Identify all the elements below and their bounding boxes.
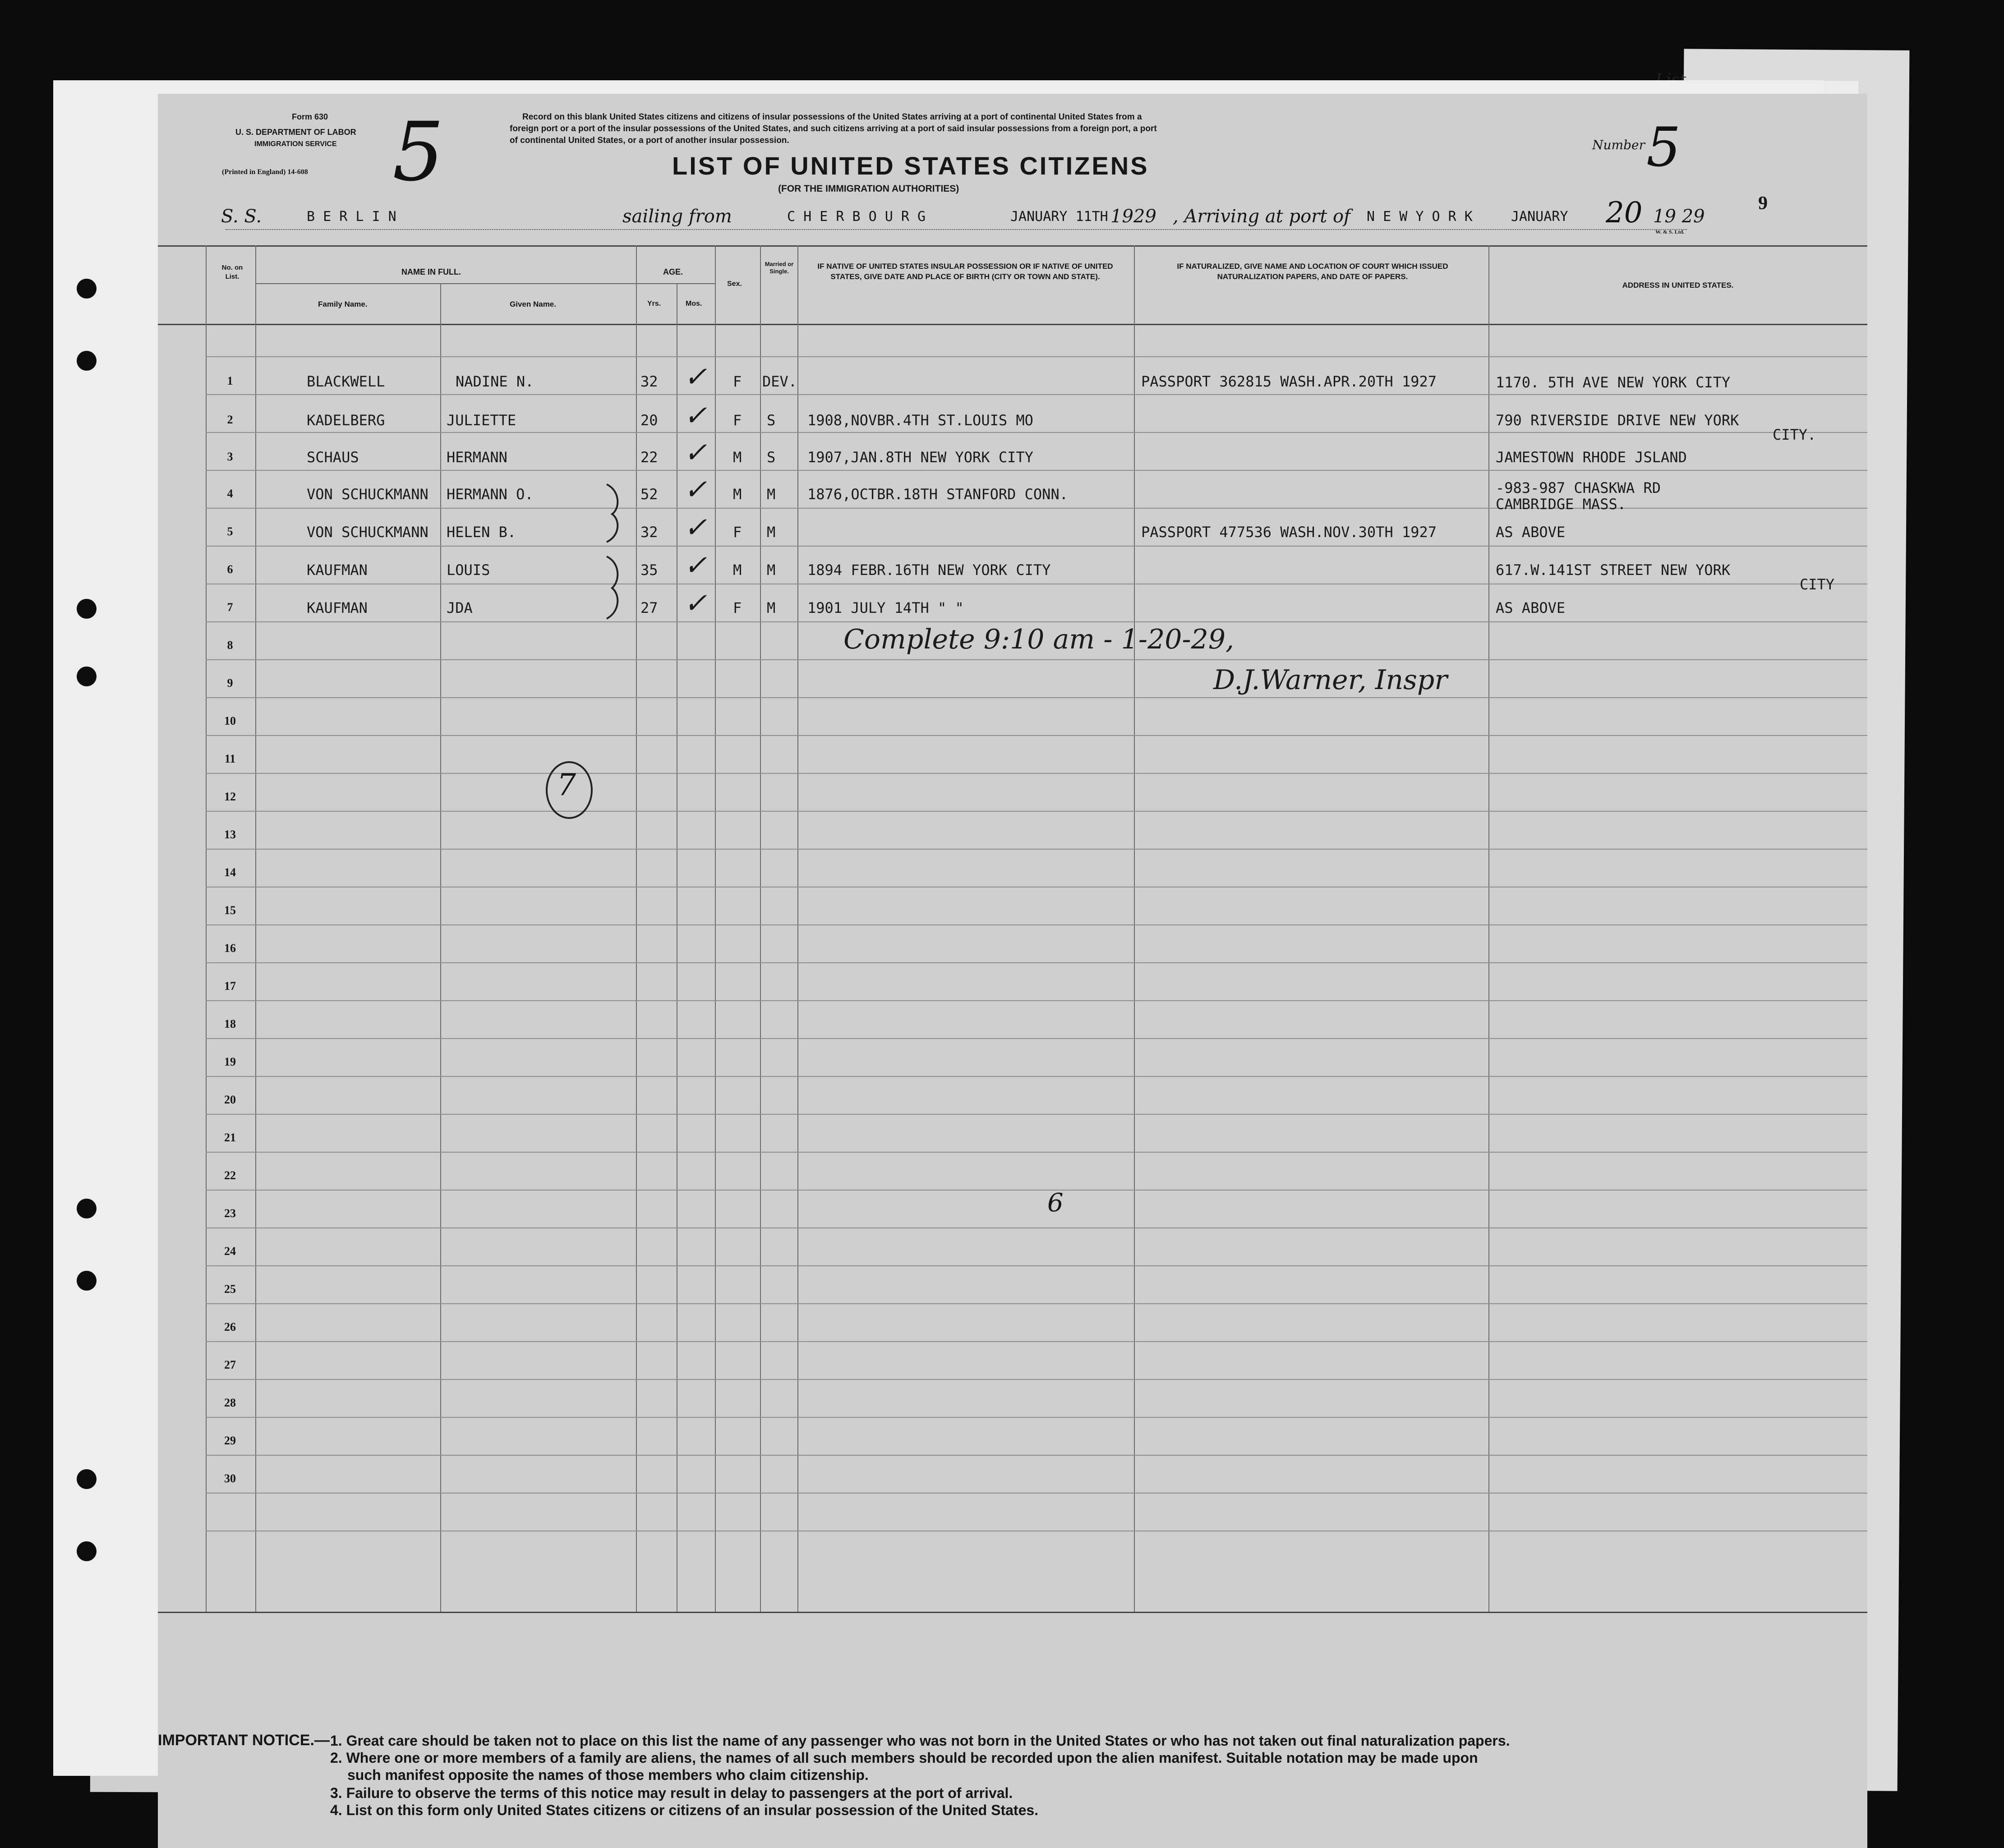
- naturalization-info: PASSPORT 362815 WASH.APR.20TH 1927: [1141, 373, 1437, 390]
- header-name-in-full: NAME IN FULL.: [401, 267, 461, 276]
- arriving-label: , Arriving at port of: [1173, 206, 1350, 227]
- family-name: KADELBERG: [307, 412, 385, 429]
- age-years: 32: [640, 524, 658, 541]
- row-rule: [206, 621, 1867, 622]
- row-number: 11: [224, 752, 236, 765]
- row-number: 13: [224, 828, 236, 841]
- circled-count-value: 7: [557, 768, 576, 802]
- sex: M: [733, 486, 742, 503]
- row-rule: [206, 1379, 1867, 1380]
- punch-hole: [77, 279, 97, 299]
- row-number: 29: [224, 1434, 236, 1447]
- marital-status: M: [767, 599, 776, 616]
- address-line-2: CITY: [1800, 576, 1835, 593]
- row-rule: [206, 962, 1867, 963]
- row-number: 23: [224, 1207, 236, 1220]
- sailing-date: JANUARY 11TH: [1010, 209, 1108, 225]
- row-rule: [206, 1114, 1867, 1115]
- sex: F: [733, 373, 742, 390]
- header-sex: Sex.: [727, 280, 742, 288]
- row-number: 18: [224, 1017, 236, 1030]
- arrival-day-handwritten: 20: [1606, 196, 1643, 230]
- family-name: SCHAUS: [307, 449, 359, 466]
- row-rule: [206, 849, 1867, 850]
- col-rule: [440, 283, 441, 1612]
- row-rule: [206, 659, 1867, 660]
- marital-status: M: [767, 486, 776, 503]
- col-rule: [797, 245, 798, 1612]
- given-name: LOUIS: [447, 561, 490, 579]
- age-check: ✓: [686, 470, 705, 507]
- header-list-number: No. on List.: [221, 264, 243, 280]
- row-rule: [206, 1152, 1867, 1153]
- row-rule: [206, 432, 1867, 433]
- manifest-sheet: [53, 80, 1835, 1818]
- arrival-port: N E W Y O R K: [1367, 209, 1473, 225]
- family-bracket: [602, 554, 629, 621]
- marital-status: S: [767, 449, 776, 466]
- sex: M: [733, 449, 742, 466]
- age-years: 32: [640, 373, 658, 390]
- header-married-single: Married or Single.: [765, 261, 794, 275]
- age-years: 22: [640, 449, 658, 466]
- col-rule: [1134, 245, 1135, 1612]
- age-years: 35: [640, 561, 658, 579]
- row-number: 1: [227, 374, 233, 387]
- age-years: 52: [640, 486, 658, 503]
- row-rule: [206, 1417, 1867, 1418]
- address: 617.W.141ST STREET NEW YORK: [1496, 561, 1731, 579]
- header-months: Mos.: [686, 300, 702, 308]
- notice-item-3: 3. Failure to observe the terms of this notice may result in delay to passengers at the port of arrival.: [330, 1785, 1013, 1801]
- notice-item-2: 2. Where one or more members of a family are aliens, the names of all such members should be recorded upon the alien manifest. Suitable notation may be made upon: [330, 1750, 1478, 1766]
- row-rule: [206, 1000, 1867, 1001]
- address: JAMESTOWN RHODE JSLAND: [1496, 449, 1687, 466]
- printed-note: (Printed in England) 14-608: [222, 168, 308, 176]
- col-rule: [255, 245, 256, 1612]
- printer-mark: W. & S. Ltd.: [1655, 229, 1685, 235]
- row-rule: [206, 1076, 1867, 1077]
- service-label: IMMIGRATION SERVICE: [254, 140, 337, 148]
- col-rule: [715, 245, 716, 1612]
- row-rule: [206, 1493, 1867, 1494]
- age-check: ✓: [686, 433, 705, 470]
- address: AS ABOVE: [1496, 599, 1566, 616]
- family-name: VON SCHUCKMANN: [307, 524, 428, 541]
- marital-status: M: [767, 561, 776, 579]
- completion-note: Complete 9:10 am - 1-20-29,: [843, 624, 1235, 655]
- punch-hole: [77, 1541, 97, 1561]
- punch-hole: [77, 599, 97, 619]
- address: 790 RIVERSIDE DRIVE NEW YORK: [1496, 412, 1739, 429]
- ss-label: S. S.: [221, 206, 262, 227]
- notice-heading: IMPORTANT NOTICE.—: [158, 1732, 330, 1749]
- notice-item-2-cont: such manifest opposite the names of those members who claim citizenship.: [347, 1767, 869, 1783]
- page-title: LIST OF UNITED STATES CITIZENS: [672, 152, 1149, 180]
- row-number: 8: [227, 639, 233, 652]
- citizens-list-form: [158, 94, 1867, 1848]
- row-rule: [206, 1227, 1867, 1228]
- marital-status: M: [767, 524, 776, 541]
- row-number: 19: [224, 1055, 236, 1068]
- arrival-month: JANUARY: [1511, 209, 1568, 225]
- sailing-label: sailing from: [622, 206, 732, 227]
- ship-name: B E R L I N: [307, 209, 396, 225]
- record-note-3: of continental United States, or a port of another insular possession.: [510, 136, 789, 145]
- row-number: 16: [224, 942, 236, 955]
- family-name: KAUFMAN: [307, 599, 368, 616]
- family-bracket: [602, 482, 629, 545]
- row-number: 2: [227, 413, 233, 426]
- sex: F: [733, 524, 742, 541]
- row-number: 21: [224, 1131, 236, 1144]
- row-number: 15: [224, 904, 236, 917]
- col-rule: [1488, 245, 1489, 1612]
- mid-page-number: 6: [1047, 1188, 1064, 1218]
- row-rule: [206, 811, 1867, 812]
- birth-info: 1894 FEBR.16TH NEW YORK CITY: [807, 561, 1051, 579]
- header-naturalization: IF NATURALIZED, GIVE NAME AND LOCATION OF COURT WHICH ISSUED NATURALIZATION PAPERS, AND DATE OF PAPERS.: [1177, 262, 1448, 281]
- birth-info: 1908,NOVBR.4TH ST.LOUIS MO: [807, 412, 1033, 429]
- row-rule: [206, 546, 1867, 547]
- age-check: ✓: [686, 357, 705, 394]
- inspector-signature: D.J.Warner, Inspr: [1213, 664, 1448, 696]
- family-name: KAUFMAN: [307, 561, 368, 579]
- birth-info: 1901 JULY 14TH " ": [807, 599, 964, 616]
- table-header-rule: [158, 324, 1867, 325]
- page-subtitle: (FOR THE IMMIGRATION AUTHORITIES): [778, 184, 959, 194]
- row-number: 26: [224, 1320, 236, 1333]
- row-number: 5: [227, 525, 233, 538]
- marital-status: DEV.: [762, 373, 797, 390]
- age-check: ✓: [686, 396, 705, 433]
- header-native-birth: IF NATIVE OF UNITED STATES INSULAR POSSESSION OR IF NATIVE OF UNITED STATES, GIVE DATE AND PLACE OF BIRTH (CITY OR TOWN AND STATE).: [817, 262, 1113, 281]
- given-name: JULIETTE: [447, 412, 516, 429]
- sex: F: [733, 599, 742, 616]
- record-note-1: Record on this blank United States citizens and citizens of insular possessions of the United States arriving at a port of continental United States from a: [522, 112, 1142, 122]
- marital-status: S: [767, 412, 776, 429]
- header-given-name: Given Name.: [510, 300, 556, 308]
- header-age: AGE.: [663, 267, 683, 276]
- row-rule: [206, 1341, 1867, 1342]
- form-number: Form 630: [292, 112, 328, 121]
- row-rule: [206, 773, 1867, 774]
- record-note-2: foreign port or a port of the insular possessions of the United States, and such citizens arriving at a port of said insular possessions from a foreign port, a port: [510, 124, 1157, 133]
- sex: F: [733, 412, 742, 429]
- punch-hole: [77, 1199, 97, 1218]
- header-family-name: Family Name.: [318, 300, 368, 308]
- row-number: 12: [224, 790, 236, 803]
- punch-hole: [77, 1271, 97, 1291]
- row-rule: [206, 470, 1867, 471]
- col-rule: [206, 245, 207, 1612]
- row-number: 7: [227, 601, 233, 614]
- age-years: 20: [640, 412, 658, 429]
- row-rule: [206, 1303, 1867, 1304]
- row-rule: [206, 1038, 1867, 1039]
- handwritten-list-number: 5: [392, 105, 444, 199]
- address-line-2: CITY.: [1773, 426, 1816, 443]
- row-number: 6: [227, 563, 233, 576]
- row-rule: [206, 735, 1867, 736]
- row-number: 30: [224, 1472, 236, 1485]
- row-number: 24: [224, 1245, 236, 1258]
- age-check: ✓: [686, 508, 705, 545]
- row-number: 27: [224, 1358, 236, 1371]
- row-rule: [206, 1190, 1867, 1191]
- row-number: 4: [227, 487, 233, 500]
- voyage-underline: [226, 229, 1687, 230]
- family-name: VON SCHUCKMANN: [307, 486, 428, 503]
- row-number: 28: [224, 1396, 236, 1409]
- age-check: ✓: [686, 546, 705, 583]
- handwritten-number: 5: [1646, 116, 1681, 179]
- row-rule: [206, 1455, 1867, 1456]
- row-number: 3: [227, 450, 233, 463]
- notice-item-1: 1. Great care should be taken not to place on this list the name of any passenger who was not born in the United States or who has not taken out final naturalization papers.: [330, 1733, 1510, 1749]
- birth-info: 1907,JAN.8TH NEW YORK CITY: [807, 449, 1033, 466]
- department-label: U. S. DEPARTMENT OF LABOR: [235, 128, 356, 137]
- departure-port: C H E R B O U R G: [787, 209, 926, 225]
- table-bottom-rule: [158, 1612, 1867, 1613]
- address: 1170. 5TH AVE NEW YORK CITY: [1496, 374, 1731, 391]
- subheader-rule: [255, 283, 715, 284]
- sailing-year: 1929: [1110, 206, 1156, 227]
- header-years: Yrs.: [647, 300, 661, 308]
- row-number: 17: [224, 979, 236, 993]
- address-line-2: CAMBRIDGE MASS.: [1496, 496, 1626, 513]
- age-check: ✓: [686, 584, 705, 621]
- row-number: 10: [224, 714, 236, 727]
- birth-info: 1876,OCTBR.18TH STANFORD CONN.: [807, 486, 1068, 503]
- row-number: 14: [224, 866, 236, 879]
- given-name: HELEN B.: [447, 524, 516, 541]
- col-rule: [636, 245, 637, 1612]
- given-name: HERMANN: [447, 449, 507, 466]
- row-number: 9: [227, 676, 233, 690]
- address: -983-987 CHASKWA RD: [1496, 479, 1661, 496]
- row-rule: [206, 394, 1867, 395]
- given-name: HERMANN O.: [447, 486, 534, 503]
- punch-hole: [77, 1469, 97, 1489]
- given-name: JDA: [447, 599, 473, 616]
- col-rule: [760, 245, 761, 1612]
- arrival-year: 19 29: [1653, 206, 1705, 227]
- row-number: 22: [224, 1169, 236, 1182]
- table-top-rule: [158, 245, 1867, 247]
- age-years: 27: [640, 599, 658, 616]
- row-rule: [206, 356, 1867, 357]
- row-number: 20: [224, 1093, 236, 1106]
- sex: M: [733, 561, 742, 579]
- row-rule: [206, 697, 1867, 698]
- address: AS ABOVE: [1496, 524, 1566, 541]
- row-rule: [206, 1265, 1867, 1266]
- header-address: ADDRESS IN UNITED STATES.: [1622, 281, 1734, 290]
- row-number: 25: [224, 1283, 236, 1296]
- number-label: Number: [1592, 138, 1645, 152]
- given-name: NADINE N.: [456, 373, 534, 390]
- punch-hole: [77, 667, 97, 686]
- row-rule: [206, 924, 1867, 925]
- punch-hole: [77, 351, 97, 371]
- naturalization-info: PASSPORT 477536 WASH.NOV.30TH 1927: [1141, 524, 1437, 541]
- notice-item-4: 4. List on this form only United States citizens or citizens of an insular possession of the United States.: [330, 1802, 1039, 1818]
- family-name: BLACKWELL: [307, 373, 385, 390]
- page-number: 9: [1758, 193, 1768, 214]
